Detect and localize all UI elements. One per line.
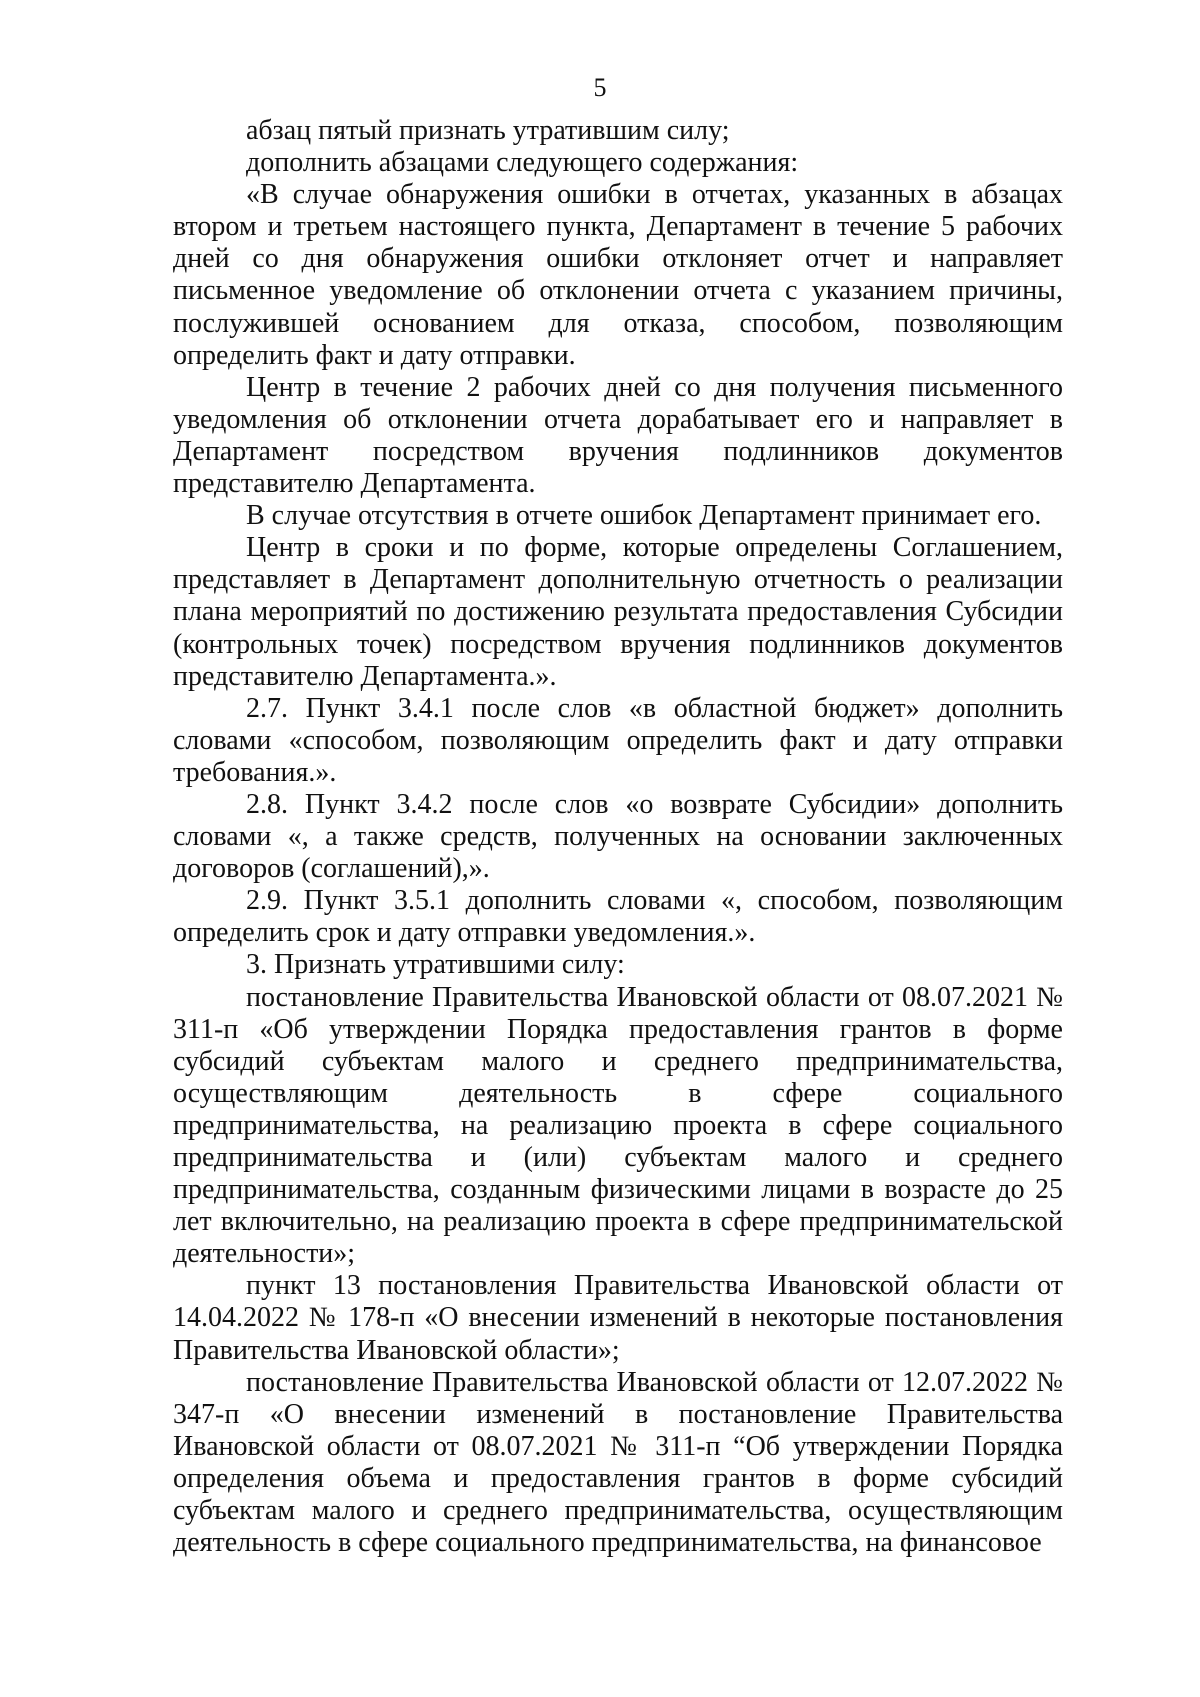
paragraph-2: дополнить абзацами следующего содержания: xyxy=(246,147,799,179)
paragraph-7: 2.7. Пункт 3.4.1 после слов «в областной бюджет» дополнить словами «способом, позволяющим определить факт и дату отправки требования.». xyxy=(173,692,1063,788)
paragraph-13: постановление Правительства Ивановской области от 12.07.2022 № 347-п «О внесении изменений в постановление Правительства Ивановской области от 08.07.2021 № 311-п “Об утверждении Порядка определения объема и предоставления грантов в форме субсидий субъектам малого и среднего предпринимательства, осуществляющим деятельность в сфере социального предпринимательства, на финансовое xyxy=(173,1366,1063,1559)
page-number: 5 xyxy=(593,73,607,102)
paragraph-9: 2.9. Пункт 3.5.1 дополнить словами «, способом, позволяющим определить срок и дату отправки уведомления.». xyxy=(173,885,1063,949)
paragraph-1: абзац пятый признать утратившим силу; xyxy=(246,115,730,146)
paragraph-4: Центр в течение 2 рабочих дней со дня получения письменного уведомления об отклонении отчета дорабатывает его и направляет в Департамент посредством вручения подлинников документов представителю Департамента. xyxy=(173,371,1063,500)
paragraph-10: 3. Признать утратившими силу: xyxy=(246,949,625,981)
paragraph-6: Центр в сроки и по форме, которые определены Соглашением, представляет в Департамент дополнительную отчетность о реализации плана мероприятий по достижению результата предоставления Субсидии (контрольных точек) посредством вручения подлинников документов представителю Департамента.». xyxy=(173,532,1063,692)
document-body xyxy=(173,115,1063,1559)
paragraph-8: 2.8. Пункт 3.4.2 после слов «о возврате Субсидии» дополнить словами «, а также средств, полученных на основании заключенных договоров (соглашений),». xyxy=(173,788,1063,885)
paragraph-12: пункт 13 постановления Правительства Ивановской области от 14.04.2022 № 178-п «О внесении изменений в некоторые постановления Правительства Ивановской области»; xyxy=(173,1270,1063,1366)
paragraph-5: В случае отсутствия в отчете ошибок Департамент принимает его. xyxy=(246,500,1042,532)
paragraph-3: «В случае обнаружения ошибки в отчетах, указанных в абзацах втором и третьем настоящего пункта, Департамент в течение 5 рабочих дней со дня обнаружения ошибки отклоняет отчет и направляет письменное уведомление об отклонении отчета с указанием причины, послужившей основанием для отказа, способом, позволяющим определить факт и дату отправки. xyxy=(173,179,1063,371)
paragraph-11: постановление Правительства Ивановской области от 08.07.2021 № 311-п «Об утверждении Порядка предоставления грантов в форме субсидий субъектам малого и среднего предпринимательства, осуществляющим деятельность в сфере социального предпринимательства, на реализацию проекта в сфере социального предпринимательства и (или) субъектам малого и среднего предпринимательства, созданным физическими лицами в возрасте до 25 лет включительно, на реализацию проекта в сфере предпринимательской деятельности»; xyxy=(173,981,1063,1270)
